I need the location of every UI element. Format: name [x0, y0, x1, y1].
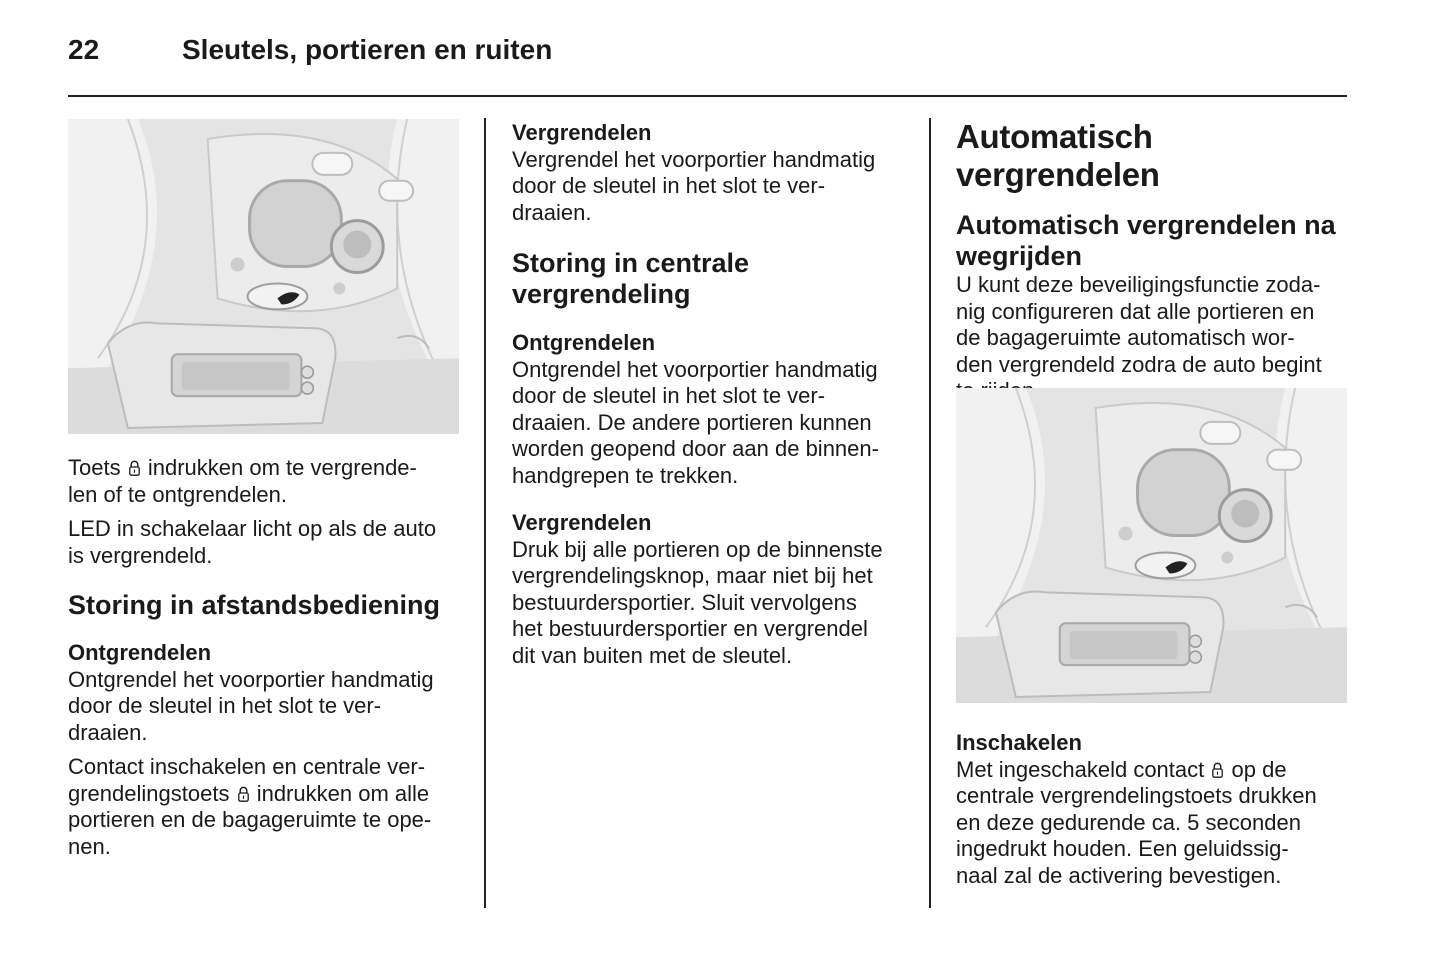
subsection-title: Vergrendelen — [512, 120, 652, 145]
text-line: de bagageruimte automatisch wor- — [956, 325, 1295, 350]
text-line: vergrendelingsknop, maar niet bij het — [512, 563, 873, 588]
text-line: handgrepen te trekken. — [512, 462, 739, 488]
text-line: centrale vergrendelingstoets drukken — [956, 783, 1317, 808]
text-line: den vergrendeld zodra de auto begint — [956, 351, 1322, 377]
text-fragment: Met ingeschakeld contact — [956, 756, 1205, 782]
section-title — [956, 210, 1348, 272]
paragraph-contact — [68, 754, 460, 860]
section-title — [512, 248, 904, 310]
text-line: vergrendeling — [512, 279, 691, 309]
console-figure-left — [68, 119, 459, 434]
text-line: ingedrukt houden. Een geluidssig- — [956, 836, 1289, 861]
subsection-title: Vergrendelen — [512, 510, 652, 535]
text-line: en deze gedurende ca. 5 seconden — [956, 809, 1301, 835]
text-line: het bestuurdersportier en vergrendel — [512, 616, 868, 641]
subsection-title: Inschakelen — [956, 730, 1082, 755]
chapter-title: Sleutels, portieren en ruiten — [182, 34, 553, 65]
column-divider-left — [484, 118, 486, 908]
text-line: draaien. — [68, 719, 148, 745]
subsection-title: Ontgrendelen — [68, 640, 212, 665]
text-line: U kunt deze beveiligingsfunctie zoda- — [956, 272, 1321, 297]
page-number: 22 — [68, 34, 100, 65]
text-line: dit van buiten met de sleutel. — [512, 642, 793, 668]
lock-icon — [238, 786, 249, 802]
paragraph-ontgrendel — [68, 667, 460, 747]
text-line: naal zal de activering bevestigen. — [956, 862, 1282, 888]
lock-icon — [129, 460, 140, 476]
text-fragment: LED in schakelaar licht op als de auto — [68, 516, 437, 541]
column-3-text — [956, 118, 1348, 405]
lock-icon — [1212, 762, 1223, 778]
text-line: door de sleutel in het slot te ver- — [68, 693, 382, 718]
text-fragment: len of te ontgrendelen. — [68, 481, 287, 507]
paragraph-toets — [68, 455, 460, 508]
main-title: Automatisch vergrendelen — [956, 118, 1160, 193]
text-line: Ontgrendel het voorportier handmatig — [512, 356, 878, 382]
text-line: nig configureren dat alle portieren en — [956, 298, 1315, 324]
column-3-lower-text — [956, 730, 1348, 889]
text-line: Automatisch vergrendelen na — [956, 210, 1336, 240]
overhead-console-illustration — [68, 119, 459, 434]
text-fragment: indrukken om te vergrende- — [147, 455, 417, 480]
paragraph-inschakelen — [956, 757, 1348, 890]
text-line: Druk bij alle portieren op de binnenste — [512, 536, 883, 562]
text-line: draaien. De andere portieren kunnen — [512, 409, 872, 435]
paragraph-led — [68, 516, 460, 569]
text-line: draaien. — [512, 199, 592, 225]
column-divider-right — [929, 118, 931, 908]
column-2-text — [512, 120, 904, 669]
text-fragment: op de — [1231, 756, 1287, 782]
text-line: wegrijden — [956, 241, 1083, 271]
text-fragment: grendelingstoets — [68, 780, 230, 806]
text-line: door de sleutel in het slot te ver- — [512, 173, 826, 198]
paragraph-ontgrendel — [512, 357, 904, 490]
text-line: door de sleutel in het slot te ver- — [512, 383, 826, 408]
text-line: bestuurdersportier. Sluit vervolgens — [512, 589, 857, 615]
text-fragment: Toets — [68, 455, 121, 480]
header-rule — [68, 95, 1347, 97]
text-fragment: is vergrendeld. — [68, 542, 213, 568]
text-line: Storing in centrale — [512, 248, 750, 278]
paragraph-vergrendel — [512, 147, 904, 227]
text-line: worden geopend door aan de binnen- — [512, 436, 879, 461]
subsection-title: Ontgrendelen — [512, 330, 656, 355]
console-figure-right — [956, 388, 1347, 703]
text-line: nen. — [68, 833, 111, 859]
text-fragment: indrukken om alle — [256, 780, 430, 806]
paragraph-intro — [956, 272, 1348, 405]
paragraph-druk — [512, 537, 904, 670]
column-1-text — [68, 455, 460, 860]
text-line: Contact inschakelen en centrale ver- — [68, 754, 426, 779]
text-line: Ontgrendel het voorportier handmatig — [68, 666, 434, 692]
text-line: portieren en de bagageruimte te ope- — [68, 807, 432, 832]
text-line: Vergrendel het voorportier handmatig — [512, 146, 876, 172]
overhead-console-illustration — [956, 388, 1347, 703]
section-title: Storing in afstandsbediening — [68, 590, 441, 620]
